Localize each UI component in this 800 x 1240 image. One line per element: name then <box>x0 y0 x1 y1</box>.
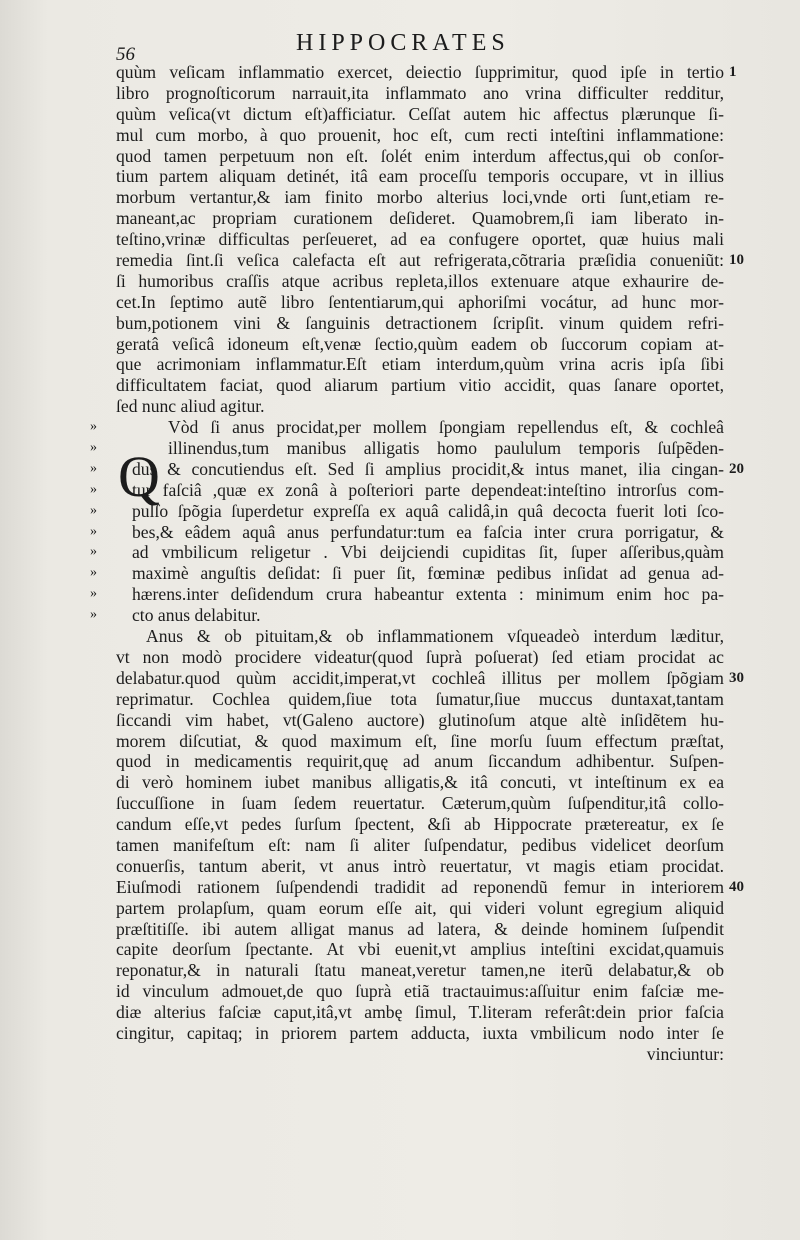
text-line <box>116 710 724 731</box>
text-line <box>116 1044 724 1065</box>
line-text: teſtino,vrinæ difficultas perſeueret, ad ea confugere oportet, quæ huius mali <box>116 229 724 250</box>
text-line <box>116 313 724 334</box>
line-text: reponatur,& in naturali ſtatu maneat,veretur tamen,ne iterũ delabatur,& ob <box>116 960 724 981</box>
text-line <box>116 187 724 208</box>
line-text: Anus & ob pituitam,& ob inflammationem vſqueadeò interdum læditur, <box>146 626 724 647</box>
quotation-marker: » <box>90 544 97 560</box>
text-line <box>116 960 724 981</box>
text-line <box>116 876 744 898</box>
line-text: bes,& eâdem aquâ anus perfundatur:tum ea faſcia inter crura porrigatur, & <box>132 521 724 542</box>
margin-line-number: 10 <box>729 252 744 269</box>
line-text: vt non modò procidere videatur(quod ſuprà poſuerat) ſed etiam procidat ac <box>116 646 724 667</box>
quotation-marker: » <box>90 586 97 602</box>
text-line <box>90 479 724 501</box>
text-line <box>116 334 724 355</box>
text-line <box>116 626 724 647</box>
quotation-marker: » <box>90 440 97 456</box>
margin-line-number: 40 <box>729 878 744 895</box>
line-text: conuerſis, tantum aberit, vt anus intrò reuertatur, vt magis etiam procidat. <box>116 855 724 876</box>
line-text: maximè anguſtis deſidat: ſi puer ſit, fœminæ pedibus inſidat ad genua ad- <box>132 563 724 584</box>
line-text: id vinculum admouet,de quo ſuprà etiã tractauimus:aſſuitur enim faſciæ me- <box>116 981 724 1002</box>
margin-line-number: 20 <box>729 460 744 477</box>
text-line <box>116 62 737 83</box>
text-line <box>116 396 724 417</box>
text-line <box>116 125 724 146</box>
margin-line-number: 1 <box>729 64 737 80</box>
text-line <box>116 146 724 167</box>
text-block <box>90 62 744 1065</box>
drop-cap: Q <box>118 444 160 509</box>
line-text: que acrimoniam inflammatur.Eſt etiam interdum,quùm vrina acris ipſa ſibi <box>116 354 724 375</box>
text-line <box>116 271 724 292</box>
text-line <box>90 500 724 522</box>
line-text: bum,potionem vini & ſanguinis detractionem ſcripſit. vinum quidem refri- <box>116 312 724 333</box>
line-text: ſi humoribus craſſis atque acribus repleta,illos extenuare atque exhaurire de- <box>116 270 724 291</box>
line-text: vinciuntur: <box>646 1043 724 1064</box>
quotation-marker: » <box>90 607 97 623</box>
line-text: capite deorſum ſpectante. At vbi euenit,vt amplius inteſtini excidat,quamuis <box>116 939 724 960</box>
text-line <box>116 354 724 375</box>
line-text: cto anus delabitur. <box>132 605 261 626</box>
text-line <box>116 292 724 313</box>
text-line <box>116 898 724 919</box>
text-line <box>90 521 724 543</box>
line-text: morem diſcutiat, & quod maximum eſt, ſine morſu ſuum effectum præſtat, <box>116 730 724 751</box>
line-text: difficultatem faciat, quod aliarum partium vitio accidit, quas ſanare oportet, <box>116 375 724 396</box>
text-line <box>116 667 744 689</box>
text-line <box>116 939 724 960</box>
line-text: Eiuſmodi rationem ſuſpendendi tradidit ad reponendũ femur in interiorem <box>116 876 724 897</box>
text-line <box>116 835 724 856</box>
line-text: delabatur.quod quùm accidit,imperat,vt cochleâ illitus per mollem ſpõgiam <box>116 667 724 688</box>
line-text: hærens.inter deſidendum crura habeantur extenta : minimum enim hoc pa- <box>132 584 724 605</box>
text-line <box>116 208 724 229</box>
line-text: quùm veſica(vt dictum eſt)afficiatur. Ceſſat autem hic affectus plærunque ſi- <box>116 103 724 124</box>
line-text: morbum vertantur,& iam finito morbo alterius loci,vnde orti ſunt,etiam re- <box>116 187 724 208</box>
line-text: partem prolapſum, quam eorum eſſe ait, qui videri volunt egregium aliquid <box>116 897 724 918</box>
page-number: 56 <box>116 44 135 65</box>
line-text: cingitur, capitaq; in priorem partem adducta, iuxta vmbilicum nodo inter ſe <box>116 1022 724 1043</box>
text-line <box>90 542 724 563</box>
line-text: pulſo ſpõgia ſuperdetur expreſſa ex aquâ calidâ,in quâ decocta fuerit loti ſco- <box>132 500 724 521</box>
text-line <box>116 772 724 793</box>
margin-line-number: 30 <box>729 669 744 686</box>
line-text: maneant,ac propriam curationem deſideret. Quamobrem,ſi iam liberato in- <box>116 208 724 229</box>
text-line <box>116 793 724 814</box>
text-line <box>90 563 724 584</box>
line-text: illinendus,tum manibus alligatis homo paululum temporis ſuſpẽden- <box>168 438 724 459</box>
text-line <box>116 919 724 940</box>
line-text: præſtitiſſe. ibi autem alligat manus ad latera, & deinde hominem ſuſpendit <box>116 918 724 939</box>
text-line <box>116 856 724 877</box>
line-text: quod tamen perpetuum non eſt. ſolét enim interdum affectus,qui ob conſor- <box>116 145 724 166</box>
line-text: ſuccuſſione in ſuam ſedem reuertatur. Cæterum,quùm ſuſpenditur,itâ collo- <box>116 793 724 814</box>
line-text: geratâ veſicâ idoneum eſt,venæ ſectio,quùm eadem ob ſuccorum copiam at- <box>116 333 724 354</box>
quotation-marker: » <box>90 460 97 476</box>
quotation-marker: » <box>90 565 97 581</box>
line-text: di verò hominem iubet manibus alligatis,& itâ concuti, vt inteſtinum ex ea <box>116 772 724 793</box>
quotation-marker: » <box>90 481 97 497</box>
quotation-marker: » <box>90 523 97 539</box>
text-line <box>116 814 724 835</box>
text-line <box>90 458 744 480</box>
text-line <box>116 375 724 396</box>
line-text: diæ alterius faſciæ caput,itâ,vt ambę ſimul, T.literam referât:dein prior faſcia <box>116 1002 724 1023</box>
text-line <box>116 751 724 772</box>
text-line <box>90 584 724 605</box>
text-line <box>116 1023 724 1044</box>
quotation-marker: » <box>90 502 97 518</box>
line-text: reprimatur. Cochlea quidem,ſiue tota ſumatur,ſiue muccus duntaxat,tantam <box>116 688 724 709</box>
text-line <box>116 250 744 271</box>
quotation-marker: » <box>90 419 97 435</box>
text-line <box>116 104 724 125</box>
line-text: libro prognoſticorum narrauit,ita inflammato ano vrina difficulter redditur, <box>116 82 724 103</box>
text-line <box>116 229 724 250</box>
line-text: tamen manifeſtum eſt: nam ſi aliter ſuſpendatur, pedibus videlicet deorſum <box>116 834 724 855</box>
text-line <box>116 647 724 668</box>
line-text: remedia ſint.ſi veſica calefacta eſt aut refrigerata,cõtraria præſidia conueniũt: <box>116 250 724 271</box>
text-line <box>116 689 724 710</box>
line-text: ad vmbilicum religetur . Vbi deijciendi cupiditas ſit, ſuper aſſeribus,quàm <box>132 542 724 563</box>
line-text: quùm veſicam inflammatio exercet, deiectio ſupprimitur, quod ipſe in tertio <box>116 62 724 82</box>
running-head: HIPPOCRATES <box>296 30 510 56</box>
line-text: dus & concutiendus eſt. Sed ſi amplius procidit,& intus manet, ilia cingan- <box>132 458 724 479</box>
line-text: tur faſciâ ,quæ ex zonâ à poſteriori parte dependeat:inteſtino introrſus com- <box>132 479 724 500</box>
line-text: quod in medicamentis requirit,quę ad anum ſiccandum adhibentur. Suſpen- <box>116 751 724 772</box>
text-line <box>90 605 724 626</box>
text-line <box>116 83 724 104</box>
text-line <box>116 166 724 187</box>
text-line <box>116 731 724 752</box>
text-line <box>116 1002 724 1023</box>
line-text: tium partem aliquam detinét, itâ eam proceſſu temporis occupare, vt in illius <box>116 166 724 187</box>
line-text: ſiccandi vim habet, vt(Galeno auctore) glutinoſum atque altè inſidẽtem hu- <box>116 709 724 730</box>
line-text: candum eſſe,vt pedes ſurſum ſpectent, &ſi ab Hippocrate prætereatur, ex ſe <box>116 814 724 835</box>
text-line <box>116 981 724 1002</box>
line-text: mul cum morbo, à quo prouenit, hoc eſt, cum recti inteſtini inflammatione: <box>116 124 724 145</box>
line-text: ſed nunc aliud agitur. <box>116 396 265 417</box>
text-line <box>90 438 724 459</box>
text-line <box>90 417 724 438</box>
line-text: cet.In ſeptimo autẽ libro ſententiarum,qui aphoriſmi vocátur, ad hunc mor- <box>116 291 724 312</box>
line-text: Vòd ſi anus procidat,per mollem ſpongiam repellendus eſt, & cochleâ <box>168 417 724 438</box>
